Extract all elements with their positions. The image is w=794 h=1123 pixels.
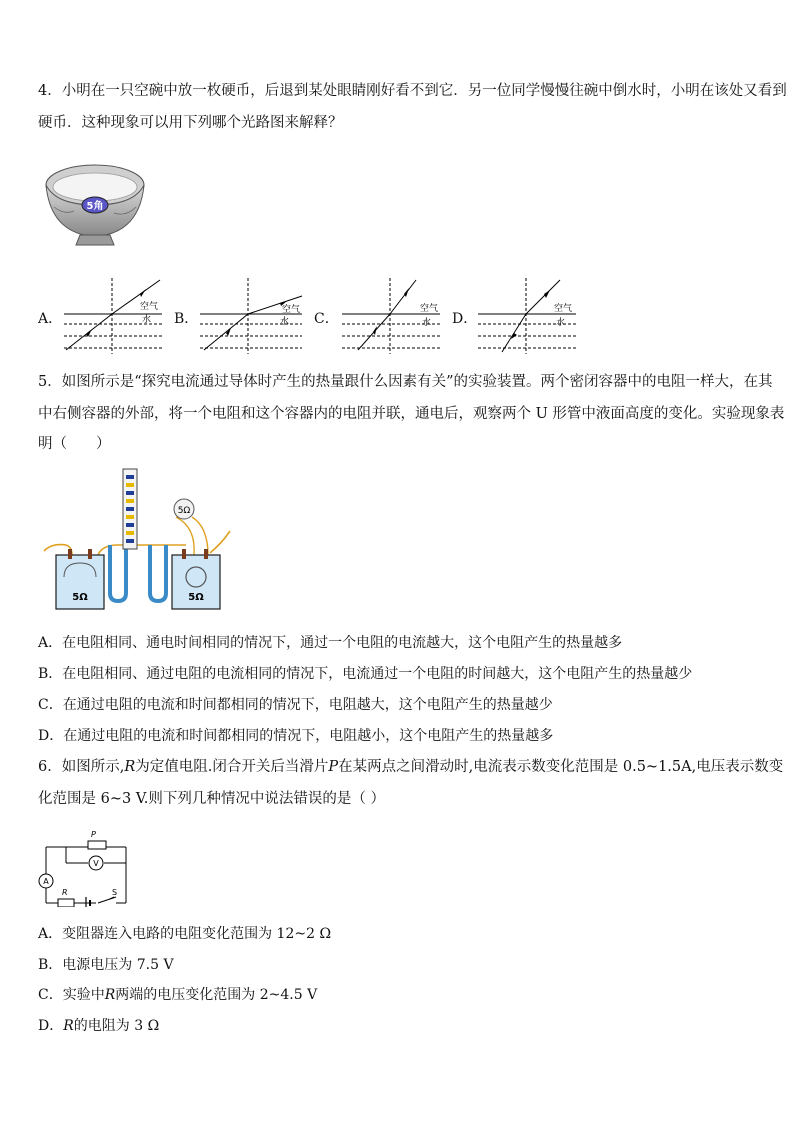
q4-text-line2: 硬币．这种现象可以用下列哪个光路图来解释？ (38, 115, 343, 131)
q5-text-line1: 5．如图所示是“探究电流通过导体时产生的热量跟什么因素有关”的实验装置。两个密闭容器中的电阻一样大，在其 (38, 374, 773, 390)
q6-text-line1: 6．如图所示,R为定值电阻.闭合开关后当滑片P在某两点之间滑动时,电流表示数变化范围是 0.5~1.5A,电压表示数变 (38, 759, 784, 775)
q5-option-a[interactable]: A．在电阻相同、通电时间相同的情况下，通过一个电阻的电流越大，这个电阻产生的热量越多 (38, 635, 623, 651)
q4-option-b-diagram (198, 276, 306, 356)
q5-option-d[interactable]: D．在通过电阻的电流和时间都相同的情况下，电阻越小，这个电阻产生的热量越多 (38, 728, 554, 744)
bowl-with-coin-image (44, 155, 146, 247)
svg-text:R: R (62, 888, 68, 897)
svg-text:A: A (43, 877, 49, 886)
svg-text:5Ω: 5Ω (72, 592, 88, 603)
svg-text:5Ω: 5Ω (188, 592, 204, 603)
q5-option-b[interactable]: B．在电阻相同、通过电阻的电流相同的情况下，电流通过一个电阻的时间越大，这个电阻产生的热量越少 (38, 666, 693, 682)
svg-text:空气: 空气 (420, 304, 439, 314)
q4-option-c-diagram (340, 276, 444, 356)
svg-text:空气: 空气 (140, 302, 159, 312)
svg-text:5Ω: 5Ω (177, 506, 191, 516)
q4-option-d-diagram (476, 276, 580, 356)
q4-option-a-diagram (62, 276, 166, 356)
q6-circuit-diagram (36, 825, 136, 907)
svg-text:S: S (112, 888, 118, 897)
svg-text:P: P (91, 830, 96, 839)
q4-option-d-label: D． (452, 311, 478, 327)
q6-option-b[interactable]: B．电源电压为 7.5 V (38, 957, 174, 973)
q6-option-a[interactable]: A．变阻器连入电路的电阻变化范围为 12~2 Ω (38, 926, 332, 942)
q6-text-line2: 化范围是 6~3 V.则下列几种情况中说法错误的是（ ） (38, 791, 385, 807)
q5-option-c[interactable]: C．在通过电阻的电流和时间都相同的情况下，电阻越大，这个电阻产生的热量越少 (38, 697, 553, 713)
q6-option-c[interactable]: C．实验中R两端的电压变化范围为 2~4.5 V (38, 987, 318, 1003)
q4-text-line1: 4．小明在一只空碗中放一枚硬币，后退到某处眼睛刚好看不到它．另一位同学慢慢往碗中倒水时，小明在该处又看到 (38, 83, 787, 99)
svg-text:水: 水 (280, 317, 290, 327)
coin-label: 5角 (86, 201, 104, 212)
svg-text:V: V (93, 859, 99, 868)
q6-option-d[interactable]: D．R的电阻为 3 Ω (38, 1018, 160, 1034)
q4-option-a-label: A． (38, 311, 63, 327)
svg-text:水: 水 (556, 318, 566, 328)
q5-text-line3: 明（ ） (38, 436, 111, 452)
q4-option-c-label: C． (314, 311, 339, 327)
q4-option-b-label: B． (174, 311, 199, 327)
joule-heating-apparatus-image (42, 465, 232, 613)
q5-text-line2: 中右侧容器的外部，将一个电阻和这个容器内的电阻并联，通电后，观察两个 U 形管中液面高度的变化。实验现象表 (38, 406, 785, 422)
svg-text:水: 水 (142, 315, 152, 325)
svg-text:空气: 空气 (282, 305, 301, 315)
svg-text:空气: 空气 (554, 304, 573, 314)
svg-text:水: 水 (422, 318, 432, 328)
